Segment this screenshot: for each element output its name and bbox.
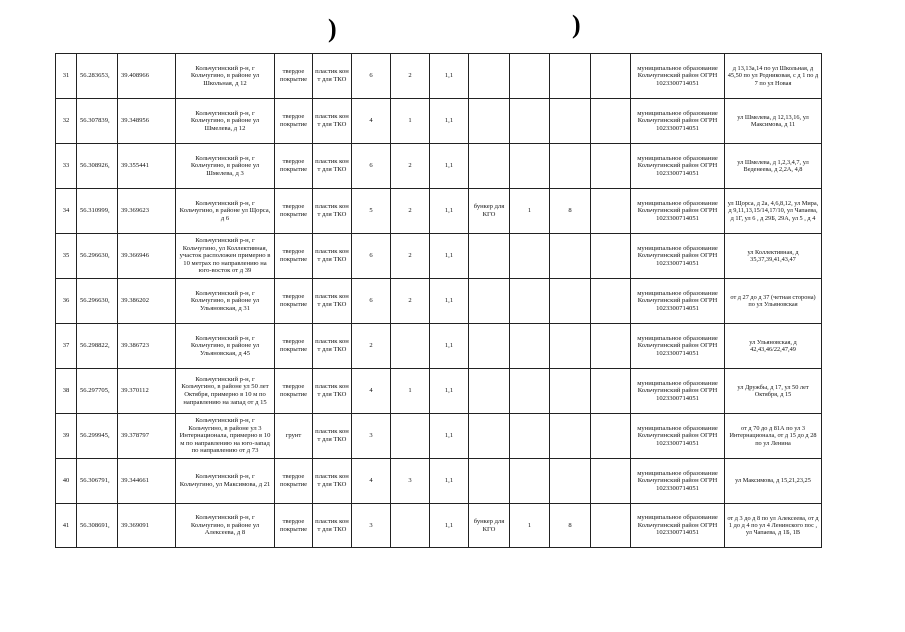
cell-row-number: 34 xyxy=(56,189,77,234)
cell-kgo-count xyxy=(510,279,550,324)
cell-container-count: 4 xyxy=(352,459,391,504)
cell-kgo-volume xyxy=(550,369,591,414)
cell-container-material: пластик кон т для ТКО xyxy=(313,54,352,99)
cell-kgo-container-type: бункер для КГО xyxy=(469,504,510,548)
cell-kgo-count: 1 xyxy=(510,189,550,234)
cell-kgo-count xyxy=(510,144,550,189)
cell-surface-type: твердое покрытие xyxy=(275,279,313,324)
cell-served-objects: ул Ульяновская, д 42,43,46/22,47,49 xyxy=(725,324,822,369)
cell-container-count-planned: 2 xyxy=(391,234,430,279)
cell-address: Кольчугинский р-н, г Кольчугино, в районе ул Шмелева, д 12 xyxy=(176,99,275,144)
cell-row-number: 32 xyxy=(56,99,77,144)
cell-row-number: 35 xyxy=(56,234,77,279)
cell-latitude: 56.306791, xyxy=(77,459,118,504)
cell-container-count: 2 xyxy=(352,324,391,369)
cell-kgo-volume xyxy=(550,99,591,144)
cell-empty-cell xyxy=(591,189,631,234)
cell-kgo-container-type xyxy=(469,279,510,324)
cell-served-objects: д 13,13а,14 по ул Школьная, д 45,50 по ул Родниковая, с д 1 по д 7 по ул Новая xyxy=(725,54,822,99)
cell-latitude: 56.283653, xyxy=(77,54,118,99)
cell-kgo-count xyxy=(510,234,550,279)
cell-container-count-planned xyxy=(391,324,430,369)
cell-owner: муниципальное образование Кольчугинский район ОГРН 1023300714051 xyxy=(631,504,725,548)
cell-served-objects: от д 70 до д 81А по ул 3 Интернационала, от д 15 до д 28 по ул Ленина xyxy=(725,414,822,459)
cell-container-material: пластик кон т для ТКО xyxy=(313,459,352,504)
cell-kgo-count xyxy=(510,459,550,504)
cell-kgo-volume: 8 xyxy=(550,504,591,548)
cell-kgo-container-type xyxy=(469,369,510,414)
cell-container-material: пластик кон т для ТКО xyxy=(313,414,352,459)
cell-owner: муниципальное образование Кольчугинский район ОГРН 1023300714051 xyxy=(631,459,725,504)
registry-table xyxy=(55,53,822,548)
cell-kgo-container-type xyxy=(469,459,510,504)
cell-container-volume: 1,1 xyxy=(430,189,469,234)
cell-kgo-count xyxy=(510,369,550,414)
cell-owner: муниципальное образование Кольчугинский район ОГРН 1023300714051 xyxy=(631,414,725,459)
cell-row-number: 41 xyxy=(56,504,77,548)
cell-address: Кольчугинский р-н, г Кольчугино, в районе ул Алексеева, д 8 xyxy=(176,504,275,548)
cell-latitude: 56.299945, xyxy=(77,414,118,459)
cell-row-number: 38 xyxy=(56,369,77,414)
cell-kgo-container-type xyxy=(469,54,510,99)
cell-surface-type: твердое покрытие xyxy=(275,324,313,369)
cell-container-count-planned: 1 xyxy=(391,369,430,414)
cell-row-number: 39 xyxy=(56,414,77,459)
cell-container-material: пластик кон т для ТКО xyxy=(313,504,352,548)
cell-address: Кольчугинский р-н, г Кольчугино, в районе ул Ульяновская, д 31 xyxy=(176,279,275,324)
cell-longitude: 39.408966 xyxy=(118,54,176,99)
cell-latitude: 56.298822, xyxy=(77,324,118,369)
cell-empty-cell xyxy=(591,414,631,459)
cell-owner: муниципальное образование Кольчугинский район ОГРН 1023300714051 xyxy=(631,369,725,414)
table-row xyxy=(56,144,822,189)
cell-container-material: пластик кон т для ТКО xyxy=(313,99,352,144)
cell-container-volume: 1,1 xyxy=(430,54,469,99)
cell-owner: муниципальное образование Кольчугинский район ОГРН 1023300714051 xyxy=(631,279,725,324)
cell-kgo-container-type xyxy=(469,144,510,189)
cell-empty-cell xyxy=(591,324,631,369)
cell-surface-type: грунт xyxy=(275,414,313,459)
cell-served-objects: ул Максимова, д 15,21,23,25 xyxy=(725,459,822,504)
cell-container-volume: 1,1 xyxy=(430,504,469,548)
cell-latitude: 56.307839, xyxy=(77,99,118,144)
cell-latitude: 56.296630, xyxy=(77,234,118,279)
cell-container-count: 6 xyxy=(352,234,391,279)
cell-surface-type: твердое покрытие xyxy=(275,504,313,548)
cell-empty-cell xyxy=(591,99,631,144)
table-row xyxy=(56,189,822,234)
cell-served-objects: ул Шмелева, д 12,13,16, ул Максимова, д 11 xyxy=(725,99,822,144)
cell-container-count-planned: 1 xyxy=(391,99,430,144)
cell-latitude: 56.308926, xyxy=(77,144,118,189)
cell-kgo-volume xyxy=(550,279,591,324)
cell-container-count-planned: 2 xyxy=(391,144,430,189)
registry-body xyxy=(56,54,822,548)
cell-address: Кольчугинский р-н, г Кольчугино, ул Максимова, д 21 xyxy=(176,459,275,504)
cell-container-volume: 1,1 xyxy=(430,459,469,504)
page-mark-left: ) xyxy=(328,14,337,43)
cell-latitude: 56.296630, xyxy=(77,279,118,324)
cell-kgo-count xyxy=(510,99,550,144)
cell-kgo-volume: 8 xyxy=(550,189,591,234)
cell-kgo-container-type xyxy=(469,99,510,144)
cell-kgo-volume xyxy=(550,54,591,99)
cell-kgo-count: 1 xyxy=(510,504,550,548)
cell-kgo-container-type xyxy=(469,324,510,369)
cell-empty-cell xyxy=(591,54,631,99)
cell-latitude: 56.310999, xyxy=(77,189,118,234)
cell-surface-type: твердое покрытие xyxy=(275,369,313,414)
cell-row-number: 33 xyxy=(56,144,77,189)
cell-empty-cell xyxy=(591,504,631,548)
cell-latitude: 56.297705, xyxy=(77,369,118,414)
cell-container-volume: 1,1 xyxy=(430,414,469,459)
cell-empty-cell xyxy=(591,144,631,189)
cell-longitude: 39.344661 xyxy=(118,459,176,504)
cell-longitude: 39.386723 xyxy=(118,324,176,369)
cell-row-number: 37 xyxy=(56,324,77,369)
cell-container-material: пластик кон т для ТКО xyxy=(313,189,352,234)
cell-longitude: 39.366946 xyxy=(118,234,176,279)
cell-address: Кольчугинский р-н, г Кольчугино, в районе ул Ульяновская, д 45 xyxy=(176,324,275,369)
cell-address: Кольчугинский р-н, г Кольчугино, ул Коллективная, участок расположен примерно в 10 метрах по направлению на юго-восток от д 39 xyxy=(176,234,275,279)
cell-surface-type: твердое покрытие xyxy=(275,459,313,504)
cell-container-volume: 1,1 xyxy=(430,279,469,324)
cell-owner: муниципальное образование Кольчугинский район ОГРН 1023300714051 xyxy=(631,234,725,279)
table-row xyxy=(56,324,822,369)
cell-kgo-volume xyxy=(550,414,591,459)
cell-container-count-planned: 2 xyxy=(391,279,430,324)
cell-served-objects: от д 3 до д 8 по ул Алексеева, от д 1 до д 4 по ул 4 Ленинского пос , ул Чапаева, д 1Б, 1В xyxy=(725,504,822,548)
cell-container-count: 4 xyxy=(352,99,391,144)
cell-row-number: 40 xyxy=(56,459,77,504)
cell-container-material: пластик кон т для ТКО xyxy=(313,369,352,414)
cell-longitude: 39.355441 xyxy=(118,144,176,189)
cell-row-number: 31 xyxy=(56,54,77,99)
page-mark-right: ) xyxy=(572,10,581,39)
cell-container-count: 3 xyxy=(352,504,391,548)
table-row xyxy=(56,504,822,548)
cell-kgo-count xyxy=(510,414,550,459)
cell-kgo-volume xyxy=(550,324,591,369)
cell-empty-cell xyxy=(591,459,631,504)
cell-kgo-container-type xyxy=(469,234,510,279)
cell-kgo-count xyxy=(510,54,550,99)
cell-kgo-container-type: бункер для КГО xyxy=(469,189,510,234)
cell-empty-cell xyxy=(591,279,631,324)
cell-container-count: 6 xyxy=(352,144,391,189)
cell-owner: муниципальное образование Кольчугинский район ОГРН 1023300714051 xyxy=(631,144,725,189)
cell-container-volume: 1,1 xyxy=(430,324,469,369)
cell-longitude: 39.369623 xyxy=(118,189,176,234)
cell-container-count-planned: 3 xyxy=(391,459,430,504)
table-row xyxy=(56,414,822,459)
cell-container-volume: 1,1 xyxy=(430,369,469,414)
cell-kgo-count xyxy=(510,324,550,369)
cell-served-objects: от д 27 до д 37 (четная сторона) по ул Ульяновская xyxy=(725,279,822,324)
table-row xyxy=(56,234,822,279)
cell-address: Кольчугинский р-н, г Кольчугино, в районе ул Школьная, д 12 xyxy=(176,54,275,99)
cell-container-count: 6 xyxy=(352,54,391,99)
cell-longitude: 39.378797 xyxy=(118,414,176,459)
cell-container-material: пластик кон т для ТКО xyxy=(313,324,352,369)
cell-container-count-planned xyxy=(391,414,430,459)
table-row xyxy=(56,369,822,414)
table-row xyxy=(56,459,822,504)
cell-served-objects: ул Дружбы, д 17, ул 50 лет Октября, д 15 xyxy=(725,369,822,414)
cell-container-count: 6 xyxy=(352,279,391,324)
cell-surface-type: твердое покрытие xyxy=(275,144,313,189)
cell-kgo-volume xyxy=(550,459,591,504)
cell-served-objects: ул Щорса, д 2а, 4,6,8,12, ул Мира, д 9,11,13,15/14,17/10, ул Чапаева, д 1Г, ул 6 , д 29Б, 29А, ул 5 , д 4 xyxy=(725,189,822,234)
cell-longitude: 39.370112 xyxy=(118,369,176,414)
table-row xyxy=(56,279,822,324)
cell-address: Кольчугинский р-н, г Кольчугино, в районе ул 3 Интернационала, примерно в 10 м по направлению на юго-запад по направлению от д 73 xyxy=(176,414,275,459)
cell-surface-type: твердое покрытие xyxy=(275,234,313,279)
cell-container-material: пластик кон т для ТКО xyxy=(313,234,352,279)
cell-longitude: 39.348956 xyxy=(118,99,176,144)
cell-container-material: пластик кон т для ТКО xyxy=(313,279,352,324)
cell-row-number: 36 xyxy=(56,279,77,324)
cell-latitude: 56.308691, xyxy=(77,504,118,548)
cell-container-count-planned: 2 xyxy=(391,189,430,234)
cell-kgo-volume xyxy=(550,144,591,189)
cell-address: Кольчугинский р-н, г Кольчугино, в районе ул 50 лет Октября, примерно в 10 м по направлению на запад от д 15 xyxy=(176,369,275,414)
table-row xyxy=(56,54,822,99)
cell-served-objects: ул Шмелева, д 1,2,3,4,7, ул Веденеева, д 2,2А, 4,8 xyxy=(725,144,822,189)
cell-container-count: 4 xyxy=(352,369,391,414)
cell-address: Кольчугинский р-н, г Кольчугино, в районе ул Шмелева, д 3 xyxy=(176,144,275,189)
cell-longitude: 39.386202 xyxy=(118,279,176,324)
cell-surface-type: твердое покрытие xyxy=(275,189,313,234)
cell-surface-type: твердое покрытие xyxy=(275,54,313,99)
cell-empty-cell xyxy=(591,369,631,414)
cell-owner: муниципальное образование Кольчугинский район ОГРН 1023300714051 xyxy=(631,99,725,144)
cell-surface-type: твердое покрытие xyxy=(275,99,313,144)
cell-container-material: пластик кон т для ТКО xyxy=(313,144,352,189)
cell-kgo-container-type xyxy=(469,414,510,459)
cell-owner: муниципальное образование Кольчугинский район ОГРН 1023300714051 xyxy=(631,189,725,234)
cell-owner: муниципальное образование Кольчугинский район ОГРН 1023300714051 xyxy=(631,324,725,369)
cell-kgo-volume xyxy=(550,234,591,279)
cell-address: Кольчугинский р-н, г Кольчугино, в районе ул Щорса, д 6 xyxy=(176,189,275,234)
table-row xyxy=(56,99,822,144)
cell-container-count: 3 xyxy=(352,414,391,459)
cell-container-volume: 1,1 xyxy=(430,234,469,279)
cell-container-volume: 1,1 xyxy=(430,144,469,189)
cell-container-count-planned: 2 xyxy=(391,54,430,99)
cell-longitude: 39.369091 xyxy=(118,504,176,548)
cell-container-count-planned xyxy=(391,504,430,548)
cell-served-objects: ул Коллективная, д 35,37,39,41,43,47 xyxy=(725,234,822,279)
cell-container-volume: 1,1 xyxy=(430,99,469,144)
cell-container-count: 5 xyxy=(352,189,391,234)
cell-owner: муниципальное образование Кольчугинский район ОГРН 1023300714051 xyxy=(631,54,725,99)
cell-empty-cell xyxy=(591,234,631,279)
